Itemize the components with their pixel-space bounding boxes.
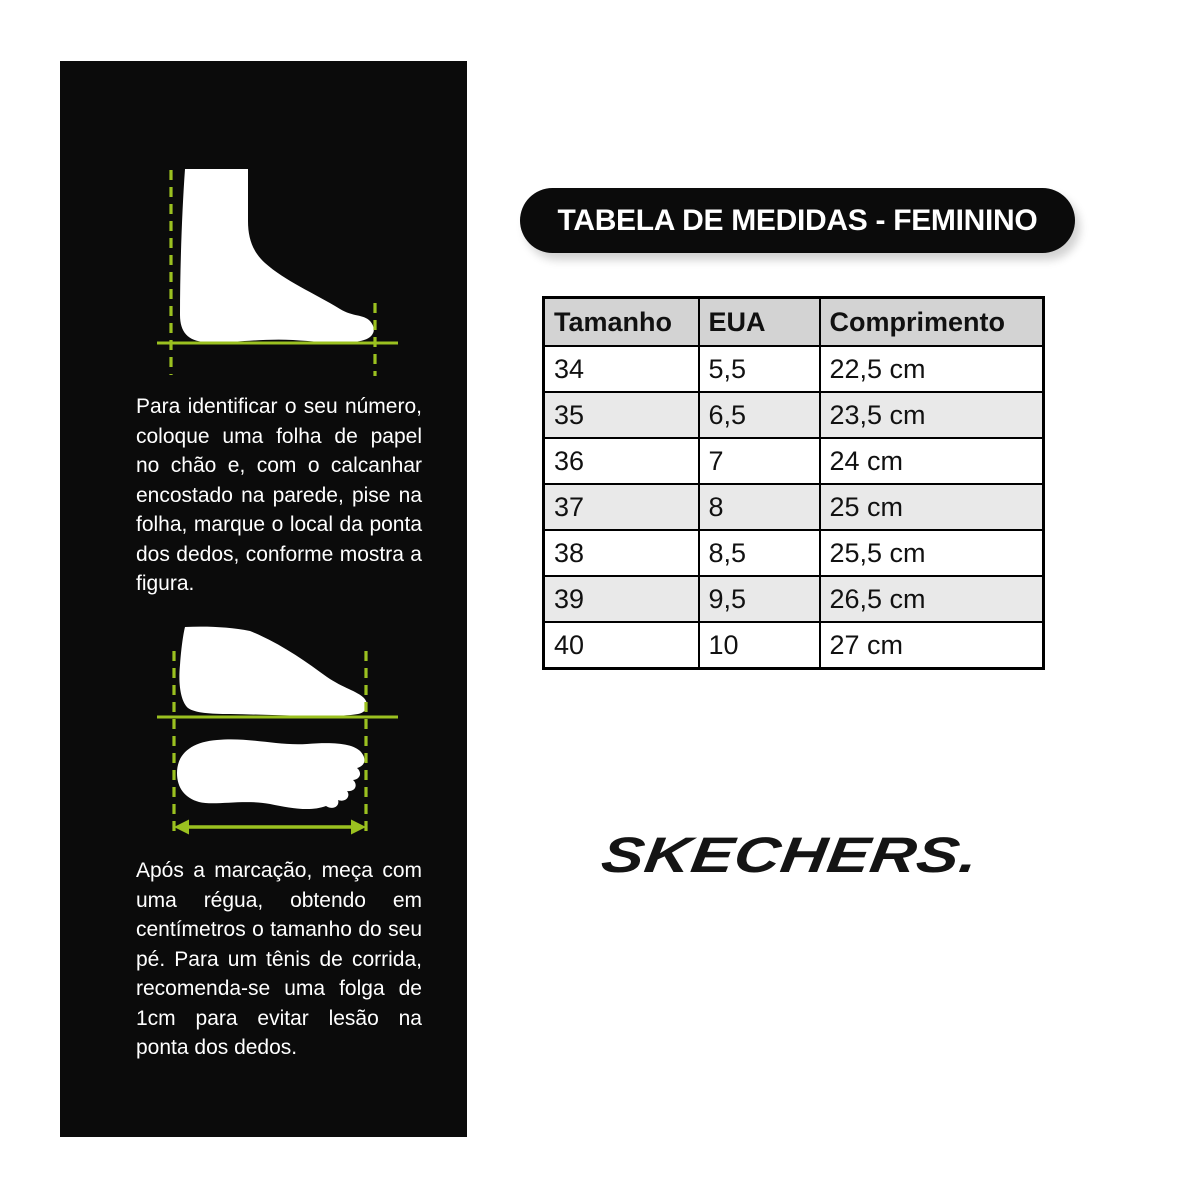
table-cell: 6,5 xyxy=(699,392,820,438)
table-row xyxy=(544,346,1044,392)
arrow-head-right xyxy=(351,820,366,835)
column-header-tamanho: Tamanho xyxy=(544,298,699,347)
instruction-paragraph-2: Após a marcação, meça com uma régua, obtendo em centímetros o tamanho do seu pé. Para um tênis de corrida, recomenda-se uma folga de 1cm para evitar lesão na ponta dos dedos. xyxy=(136,859,422,1059)
table-cell: 40 xyxy=(544,622,699,669)
table-cell: 34 xyxy=(544,346,699,392)
foot-side-icon xyxy=(155,163,400,393)
table-cell: 24 cm xyxy=(820,438,1044,484)
table-cell: 8 xyxy=(699,484,820,530)
skechers-logo: SKECHERS. xyxy=(598,827,983,883)
table-cell: 5,5 xyxy=(699,346,820,392)
table-cell: 35 xyxy=(544,392,699,438)
table-row xyxy=(544,484,1044,530)
table-row xyxy=(544,622,1044,669)
sole-print-shape xyxy=(177,739,364,809)
arrow-head-left xyxy=(174,820,189,835)
table-cell: 8,5 xyxy=(699,530,820,576)
table-cell: 37 xyxy=(544,484,699,530)
table-cell: 25,5 cm xyxy=(820,530,1044,576)
foot-measure-icon xyxy=(155,623,400,838)
table-cell: 39 xyxy=(544,576,699,622)
table-cell: 23,5 cm xyxy=(820,392,1044,438)
instructions-panel xyxy=(60,61,467,1137)
size-chart-title: TABELA DE MEDIDAS - FEMININO xyxy=(520,188,1075,253)
table-row xyxy=(544,438,1044,484)
table-cell: 22,5 cm xyxy=(820,346,1044,392)
size-table xyxy=(542,296,1045,670)
table-header-row xyxy=(544,298,1044,347)
table-cell: 9,5 xyxy=(699,576,820,622)
table-row xyxy=(544,576,1044,622)
table-row xyxy=(544,530,1044,576)
table-cell: 7 xyxy=(699,438,820,484)
column-header-comprimento: Comprimento xyxy=(820,298,1044,347)
table-row xyxy=(544,392,1044,438)
table-cell: 10 xyxy=(699,622,820,669)
table-cell: 25 cm xyxy=(820,484,1044,530)
column-header-eua: EUA xyxy=(699,298,820,347)
table-cell: 38 xyxy=(544,530,699,576)
table-cell: 36 xyxy=(544,438,699,484)
size-table-body xyxy=(544,346,1044,669)
instruction-paragraph-1: Para identificar o seu número, coloque uma folha de papel no chão e, com o calcanhar encostado na parede, pise na folha, marque o local da ponta dos dedos, conforme mostra a figura. xyxy=(136,395,422,595)
table-cell: 26,5 cm xyxy=(820,576,1044,622)
table-cell: 27 cm xyxy=(820,622,1044,669)
